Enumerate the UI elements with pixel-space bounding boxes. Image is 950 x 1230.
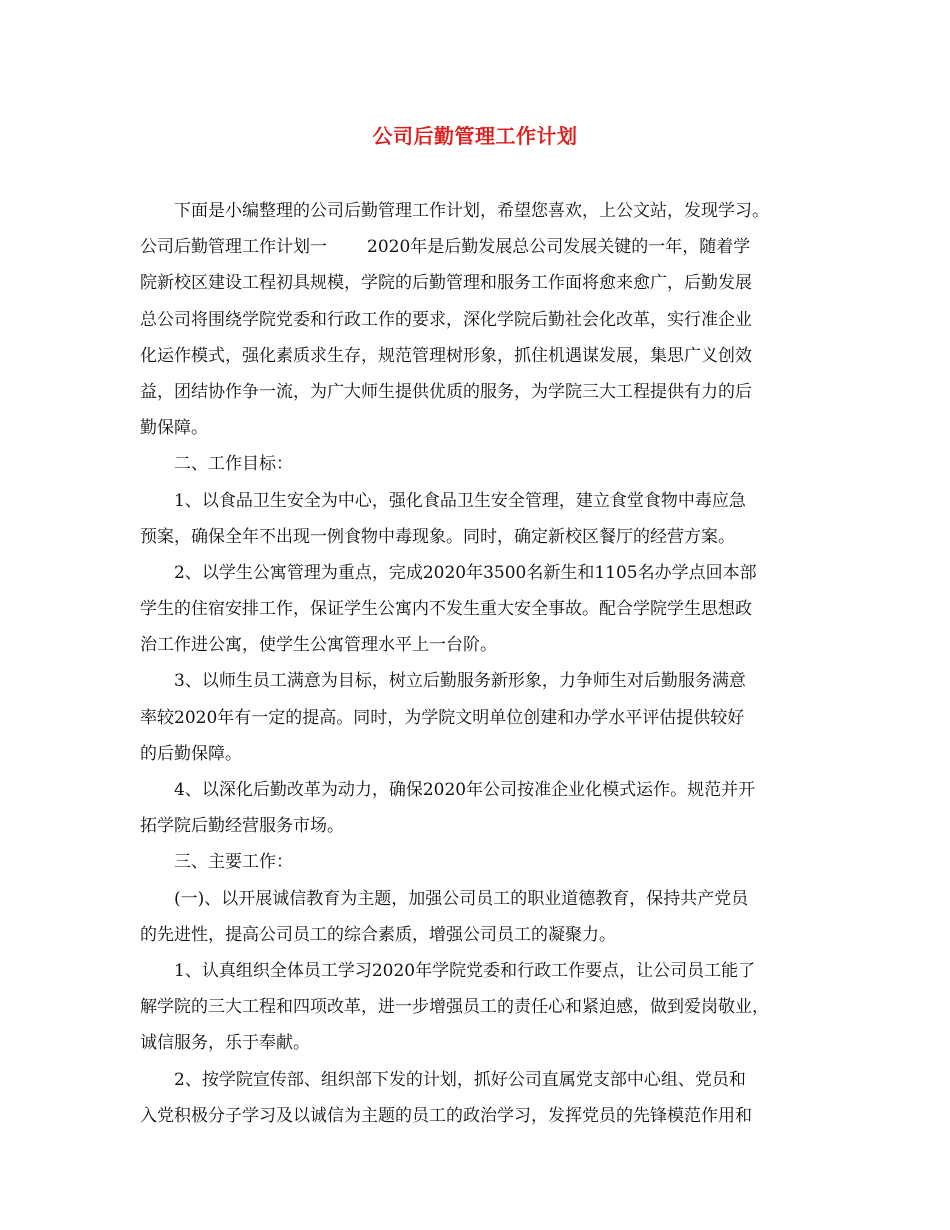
section-heading: 三、主要工作： <box>174 852 293 873</box>
body-line: 拓学院后勤经营服务市场。 <box>140 816 344 837</box>
body-line: 入党积极分子学习及以诚信为主题的员工的政治学习，发挥党员的先锋模范作用和 <box>140 1105 752 1126</box>
body-line: 总公司将围绕学院党委和行政工作的要求，深化学院后勤社会化改革，实行准企业 <box>140 309 752 330</box>
body-line: 率较2020年有一定的提高。同时，为学院文明单位创建和办学水平评估提供较好 <box>140 707 745 728</box>
document-title: 公司后勤管理工作计划 <box>372 124 578 148</box>
body-line <box>140 229 814 265</box>
section-heading-inline: 公司后勤管理工作计划一 <box>140 237 327 258</box>
section-heading: 二、工作目标： <box>174 454 293 475</box>
body-line: 化运作模式，强化素质求生存，规范管理树形象，抓住机遇谋发展，集思广义创效 <box>140 345 752 366</box>
body-line: 1、以食品卫生安全为中心，强化食品卫生安全管理，建立食堂食物中毒应急 <box>174 490 746 511</box>
document-body <box>140 193 814 1134</box>
body-line: 预案，确保全年不出现一例食物中毒现象。同时，确定新校区餐厅的经营方案。 <box>140 526 735 547</box>
body-line: 治工作进公寓，使学生公寓管理水平上一台阶。 <box>140 635 497 656</box>
body-line: 3、以师生员工满意为目标，树立后勤服务新形象，力争师生对后勤服务满意 <box>174 671 746 692</box>
body-line: 4、以深化后勤改革为动力，确保2020年公司按准企业化模式运作。规范并开 <box>174 780 756 800</box>
body-line: 的先进性，提高公司员工的综合素质，增强公司员工的凝聚力。 <box>140 924 616 945</box>
body-line-continuation: 2020年是后勤发展总公司发展关键的一年，随着学 <box>367 237 751 258</box>
body-line: (一)、以开展诚信教育为主题，加强公司员工的职业道德教育，保持共产党员 <box>174 888 749 909</box>
body-line: 解学院的三大工程和四项改革，进一步增强员工的责任心和紧迫感，做到爱岗敬业， <box>140 997 769 1018</box>
body-line: 的后勤保障。 <box>140 743 242 764</box>
body-line: 益，团结协作争一流，为广大师生提供优质的服务，为学院三大工程提供有力的后 <box>140 381 752 402</box>
body-line: 1、认真组织全体员工学习2020年学院党委和行政工作要点，让公司员工能了 <box>174 960 756 981</box>
body-line: 院新校区建设工程初具规模，学院的后勤管理和服务工作面将愈来愈广，后勤发展 <box>140 273 752 294</box>
body-line: 勤保障。 <box>140 418 208 439</box>
body-line: 学生的住宿安排工作，保证学生公寓内不发生重大安全事故。配合学院学生思想政 <box>140 599 752 620</box>
body-line: 2、以学生公寓管理为重点，完成2020年3500名新生和1105名办学点回本部 <box>174 562 757 583</box>
body-line: 2、按学院宣传部、组织部下发的计划，抓好公司直属党支部中心组、党员和 <box>174 1069 746 1090</box>
body-line: 下面是小编整理的公司后勤管理工作计划，希望您喜欢，上公文站，发现学习。 <box>174 201 769 221</box>
body-line: 诚信服务，乐于奉献。 <box>140 1033 310 1054</box>
